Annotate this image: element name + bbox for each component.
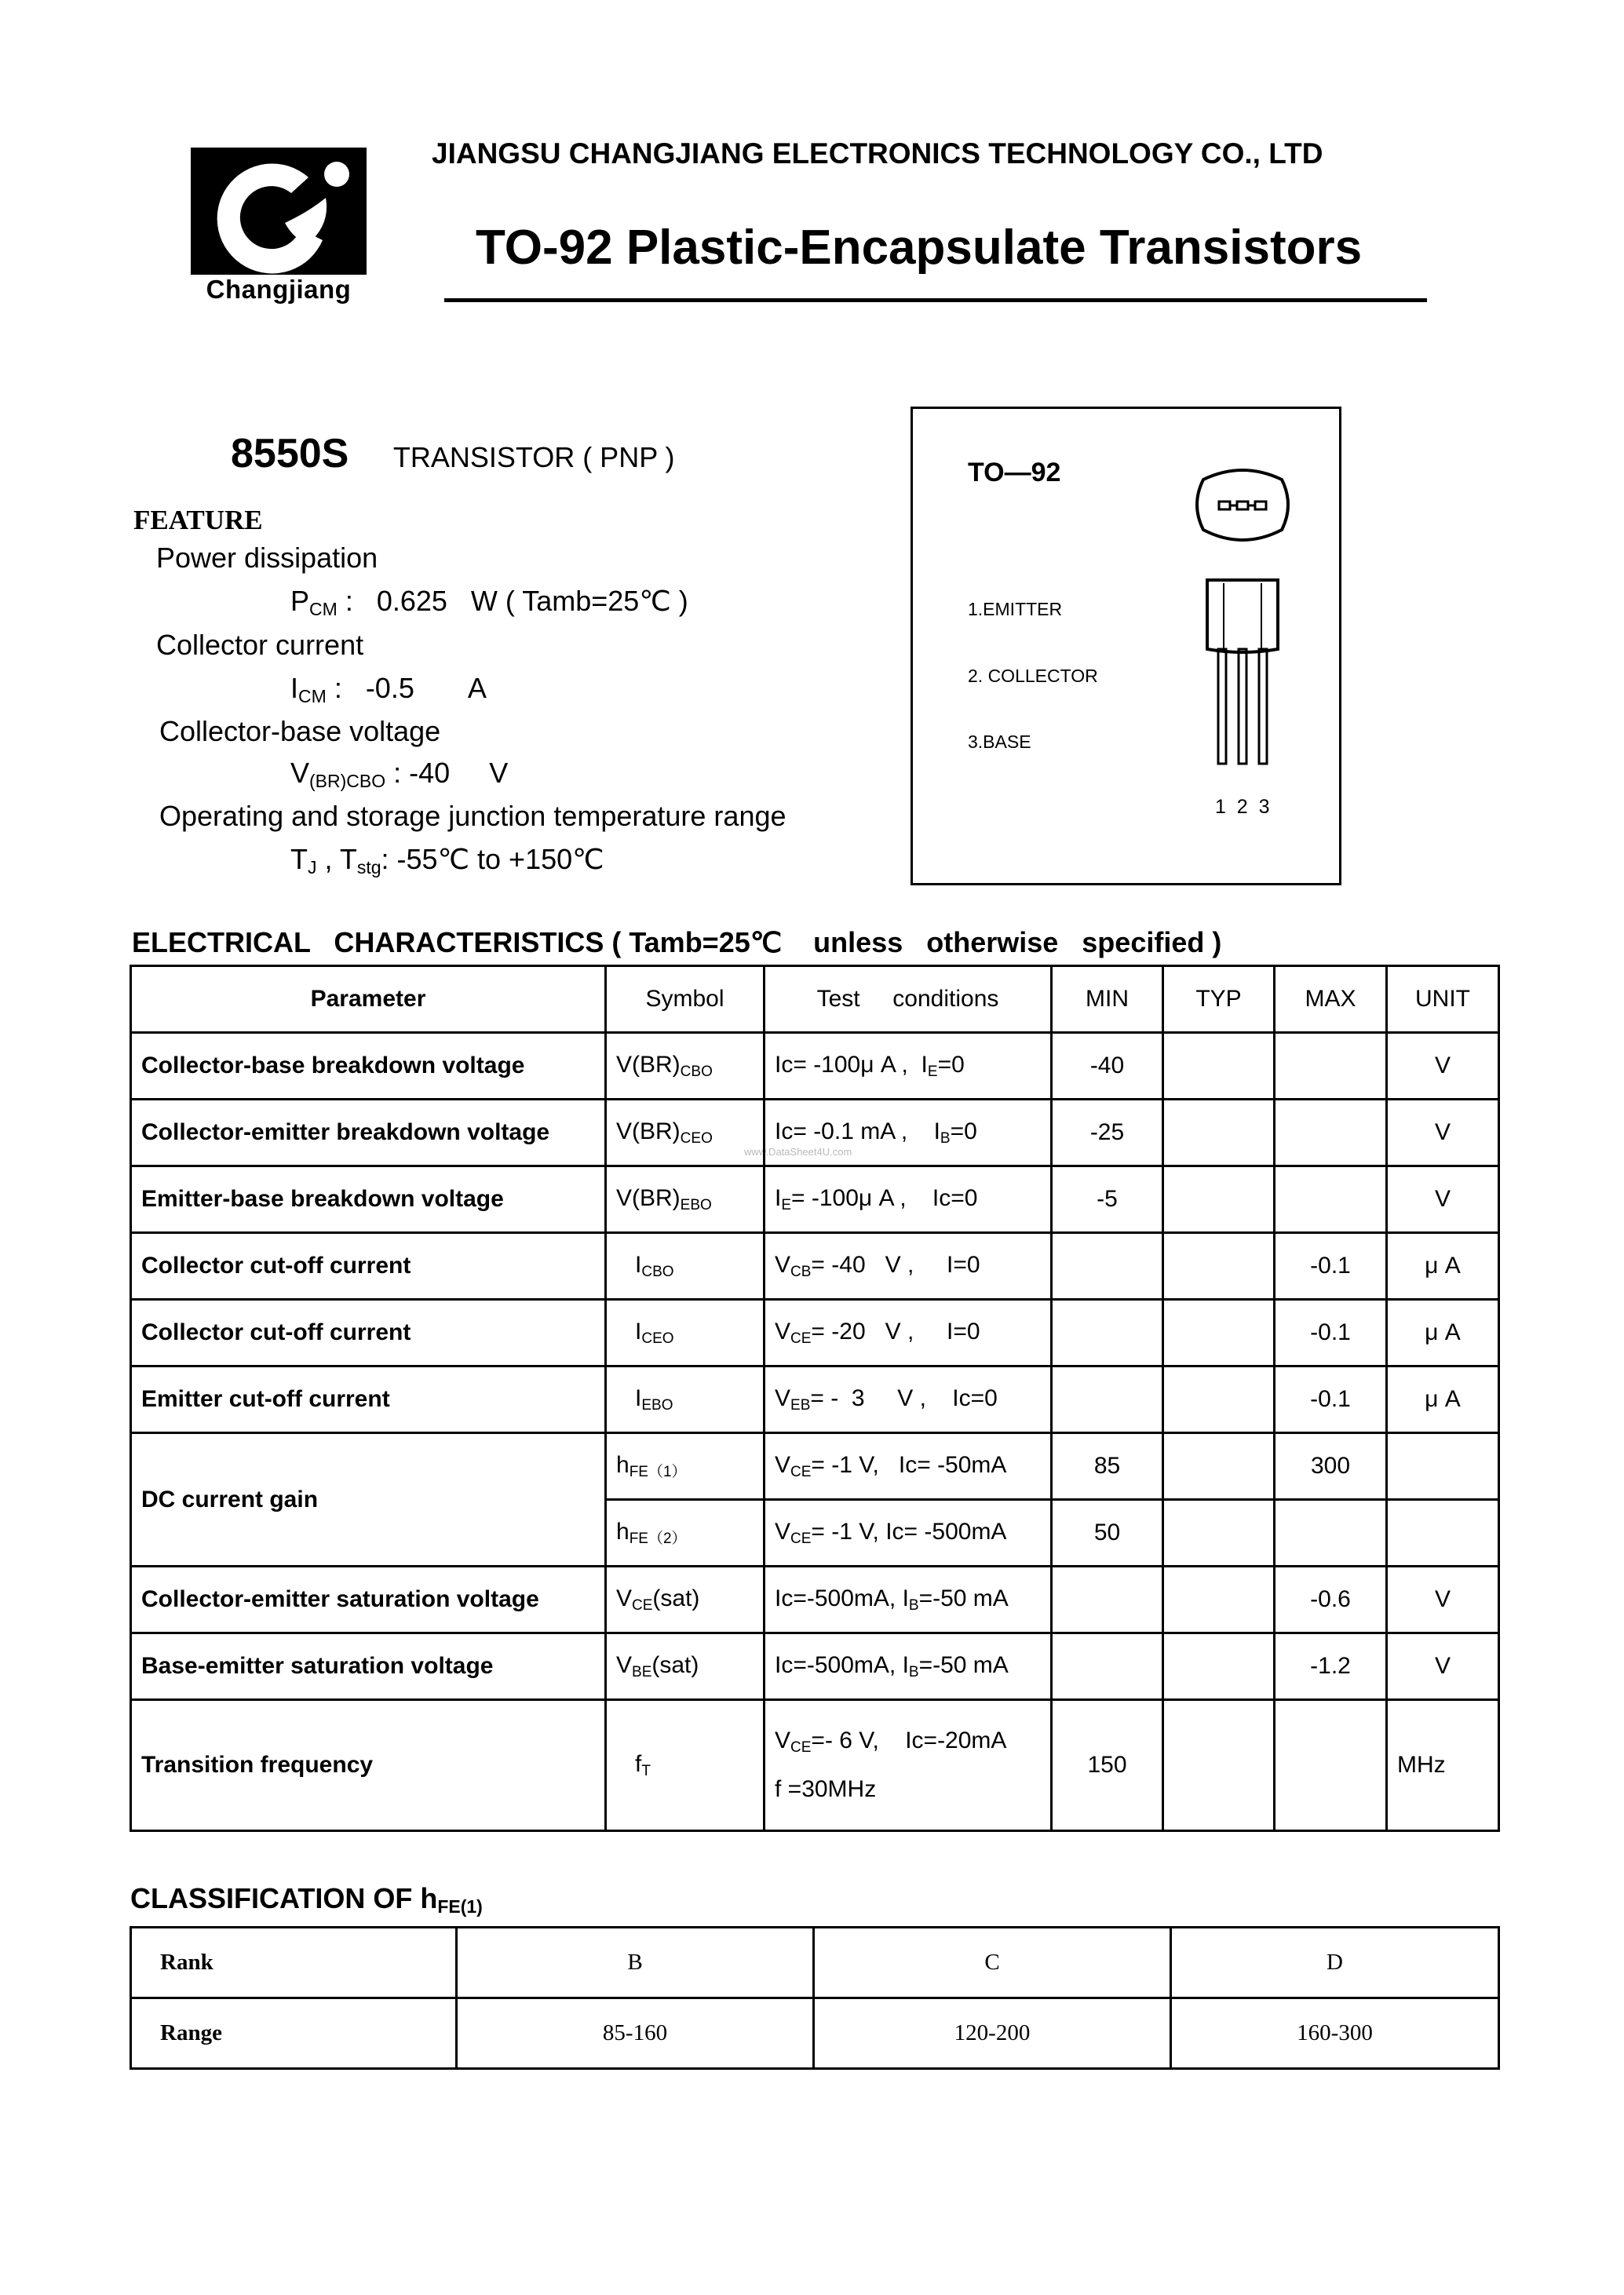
range-cell: 160-300 (1171, 1998, 1499, 2069)
collector-current-label: Collector current (156, 629, 364, 661)
row-max (1275, 1100, 1387, 1166)
range-row (131, 1998, 1499, 2069)
row-typ (1163, 1633, 1275, 1700)
part-type: TRANSISTOR ( PNP ) (392, 441, 675, 473)
table-row (131, 1233, 1499, 1300)
row-min: -5 (1052, 1166, 1163, 1233)
watermark-text: www.DataSheet4U.com (744, 1146, 852, 1158)
row-parameter: Emitter-base breakdown voltage (131, 1166, 606, 1233)
row-conditions: $V_{CE}= -1$ V, Ic= -500mA (765, 1500, 1052, 1567)
range-cell: 120-200 (814, 1998, 1171, 2069)
range-cell: 85-160 (457, 1998, 814, 2069)
row-conditions: Ic=-500mA, $I_B=-50$ mA (765, 1567, 1052, 1633)
package-name: TO—92 (968, 458, 1061, 487)
row-conditions: $V_{CE}=-$ 6 V, Ic=-20mA f =30MHz (765, 1700, 1052, 1831)
table-row (131, 1567, 1499, 1633)
rank-cell: D (1171, 1928, 1499, 1998)
row-unit (1387, 1433, 1499, 1500)
cb-voltage-label: Collector-base voltage (159, 715, 441, 747)
row-unit: μ A (1387, 1366, 1499, 1433)
row-unit: MHz (1387, 1700, 1499, 1831)
logo-wordmark: Changjiang (206, 275, 352, 304)
range-label: Range (131, 1998, 457, 2069)
row-symbol: $V_{CE}(sat)$ (606, 1567, 765, 1633)
row-symbol: $f_T$ (606, 1700, 765, 1831)
row-max: 300 (1275, 1433, 1387, 1500)
table-row (131, 1633, 1499, 1700)
rank-label: Rank (131, 1928, 457, 1998)
part-heading (231, 430, 675, 477)
electrical-title: ELECTRICAL CHARACTERISTICS ( Tamb=25℃ unless otherwise specified ) (132, 926, 1222, 958)
row-typ (1163, 1233, 1275, 1300)
row-symbol: $V(BR)_{EBO}$ (606, 1166, 765, 1233)
electrical-characteristics-table (130, 965, 1500, 1832)
power-dissipation-label: Power dissipation (156, 542, 378, 574)
row-parameter: Transition frequency (131, 1700, 606, 1831)
header-max: MAX (1275, 966, 1387, 1033)
row-parameter: Collector-emitter breakdown voltage (131, 1100, 606, 1166)
pin-2-label: 2. COLLECTOR (968, 666, 1098, 686)
header-symbol: Symbol (606, 966, 765, 1033)
company-name: JIANGSU CHANGJIANG ELECTRONICS TECHNOLOGY CO., LTD (432, 137, 1323, 170)
row-unit (1387, 1500, 1499, 1567)
row-unit: V (1387, 1033, 1499, 1100)
classification-title: CLASSIFICATION OF $h_{FE(1)}$ (130, 1882, 483, 1917)
row-symbol: $I_{EBO}$ (606, 1366, 765, 1433)
row-unit: V (1387, 1567, 1499, 1633)
row-unit: V (1387, 1633, 1499, 1700)
row-conditions: $V_{CB}= -40$ V , I=0 (765, 1233, 1052, 1300)
table-row (131, 1700, 1499, 1831)
changjiang-logo-icon (191, 148, 367, 275)
temperature-spec: $T_J$ , $T_{stg}$: -55℃ to +150℃ (290, 843, 604, 878)
header-min: MIN (1052, 966, 1163, 1033)
row-parameter: Collector-emitter saturation voltage (131, 1567, 606, 1633)
row-max (1275, 1166, 1387, 1233)
document-title: TO-92 Plastic-Encapsulate Transistors (476, 221, 1363, 275)
row-symbol: $I_{CEO}$ (606, 1300, 765, 1366)
row-max (1275, 1033, 1387, 1100)
row-symbol: $V_{BE}(sat)$ (606, 1633, 765, 1700)
row-typ (1163, 1100, 1275, 1166)
row-symbol: $V(BR)_{CEO}$ (606, 1100, 765, 1166)
row-min (1052, 1633, 1163, 1700)
row-conditions: $V_{CE}= -20$ V , I=0 (765, 1300, 1052, 1366)
row-typ (1163, 1366, 1275, 1433)
row-typ (1163, 1500, 1275, 1567)
pin-3-label: 3.BASE (968, 732, 1031, 752)
row-typ (1163, 1567, 1275, 1633)
row-min (1052, 1233, 1163, 1300)
row-parameter: Emitter cut-off current (131, 1366, 606, 1433)
to92-package-icon (1188, 464, 1297, 794)
vcbo-spec: $V_{(BR)CBO}$ : -40 V (290, 757, 509, 791)
row-unit: V (1387, 1100, 1499, 1166)
pin-1-label: 1.EMITTER (968, 599, 1063, 619)
row-parameter: Collector cut-off current (131, 1300, 606, 1366)
header-typ: TYP (1163, 966, 1275, 1033)
row-conditions: $V_{EB}= - 3$ V , Ic=0 (765, 1366, 1052, 1433)
row-max (1275, 1500, 1387, 1567)
header-unit: UNIT (1387, 966, 1499, 1033)
table-row (131, 1100, 1499, 1166)
row-typ (1163, 1300, 1275, 1366)
pcm-spec: $P_{CM}$ : 0.625 W ( Tamb=25℃ ) (290, 585, 688, 619)
company-logo (188, 148, 369, 312)
row-max (1275, 1700, 1387, 1831)
package-diagram-box (911, 407, 1341, 885)
row-symbol: $h_{FE(2)}$ (606, 1500, 765, 1567)
row-max: -0.1 (1275, 1233, 1387, 1300)
table-header-row (131, 966, 1499, 1033)
row-symbol: $h_{FE(1)}$ (606, 1433, 765, 1500)
row-symbol: $I_{CBO}$ (606, 1233, 765, 1300)
header-test-conditions: Test conditions (765, 966, 1052, 1033)
rank-row (131, 1928, 1499, 1998)
table-row (131, 1166, 1499, 1233)
part-number: 8550S (231, 431, 349, 476)
row-min: 50 (1052, 1500, 1163, 1567)
table-row (131, 1033, 1499, 1100)
row-max: -1.2 (1275, 1633, 1387, 1700)
row-min: 85 (1052, 1433, 1163, 1500)
row-conditions: Ic= -100μ A , $I_E=0$ (765, 1033, 1052, 1100)
pin-numbers: 1 2 3 (1215, 796, 1270, 818)
row-unit: μ A (1387, 1233, 1499, 1300)
row-symbol: $V(BR)_{CBO}$ (606, 1033, 765, 1100)
table-row (131, 1433, 1499, 1500)
row-typ (1163, 1033, 1275, 1100)
row-min (1052, 1567, 1163, 1633)
row-typ (1163, 1433, 1275, 1500)
row-min (1052, 1366, 1163, 1433)
classification-table (130, 1926, 1500, 2070)
row-parameter: DC current gain (131, 1433, 606, 1567)
row-parameter: Collector-base breakdown voltage (131, 1033, 606, 1100)
table-row (131, 1300, 1499, 1366)
rank-cell: C (814, 1928, 1171, 1998)
header-parameter: Parameter (131, 966, 606, 1033)
row-max: -0.6 (1275, 1567, 1387, 1633)
row-parameter: Collector cut-off current (131, 1233, 606, 1300)
row-unit: V (1387, 1166, 1499, 1233)
row-conditions: $I_E= -100\mu$ A , Ic=0 (765, 1166, 1052, 1233)
row-min (1052, 1300, 1163, 1366)
row-unit: μ A (1387, 1300, 1499, 1366)
row-conditions: Ic=-500mA, $I_B=-50$ mA (765, 1633, 1052, 1700)
row-conditions: $V_{CE}= -1$ V, Ic= -50mA (765, 1433, 1052, 1500)
title-divider (444, 298, 1427, 302)
rank-cell: B (457, 1928, 814, 1998)
row-parameter: Base-emitter saturation voltage (131, 1633, 606, 1700)
row-max: -0.1 (1275, 1300, 1387, 1366)
row-min: 150 (1052, 1700, 1163, 1831)
table-row (131, 1366, 1499, 1433)
feature-heading: FEATURE (133, 505, 263, 535)
temperature-label: Operating and storage junction temperature range (159, 800, 786, 832)
row-conditions: Ic= -0.1 mA , $I_B=0$ (765, 1100, 1052, 1166)
row-typ (1163, 1700, 1275, 1831)
row-min: -25 (1052, 1100, 1163, 1166)
row-typ (1163, 1166, 1275, 1233)
icm-spec: $I_{CM}$ : -0.5 A (290, 672, 487, 706)
row-min: -40 (1052, 1033, 1163, 1100)
row-max: -0.1 (1275, 1366, 1387, 1433)
